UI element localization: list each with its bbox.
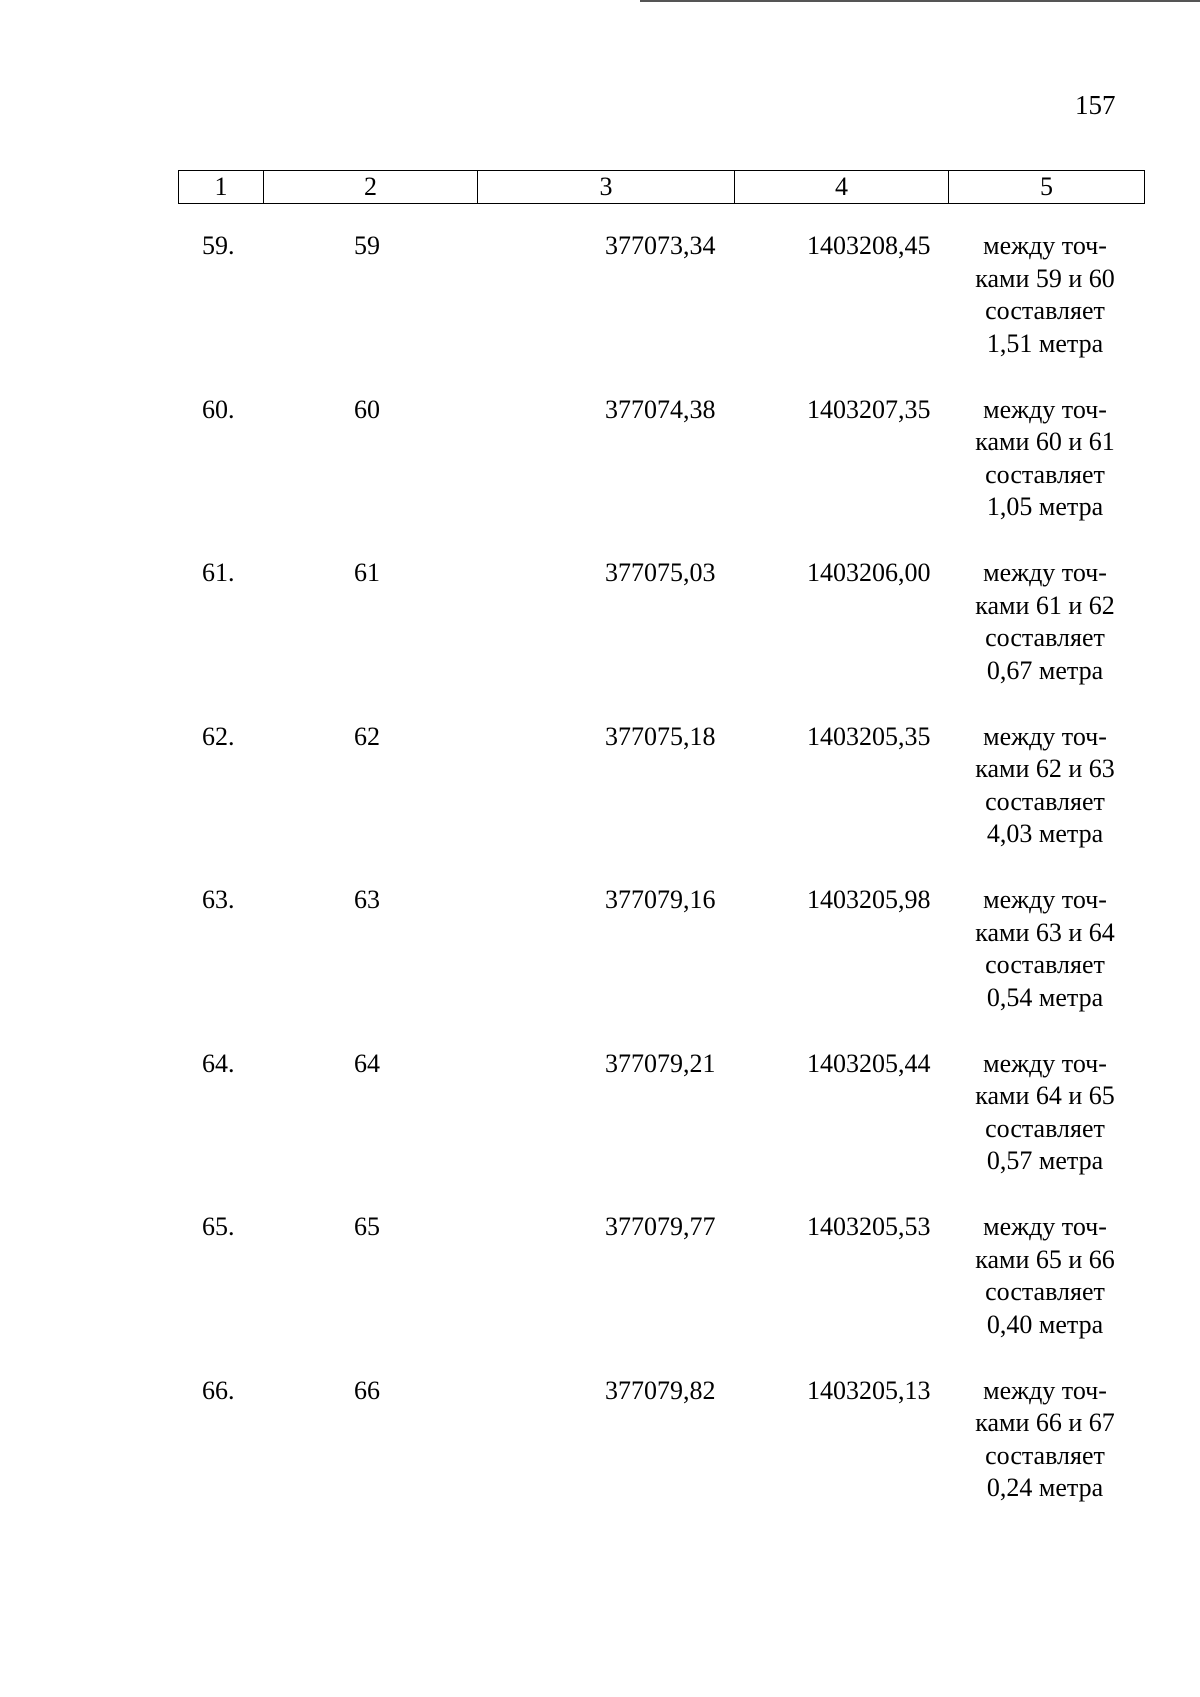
note-line: между точ-: [983, 721, 1107, 751]
note-line: 4,03 метра: [986, 819, 1104, 848]
note-line: ками 61 и 62: [975, 590, 1115, 620]
header-cell-2: 2: [264, 171, 478, 203]
y-coordinate: 1403205,35: [807, 721, 931, 751]
y-coordinate: 1403206,00: [807, 558, 931, 587]
note-line: составляет: [985, 623, 1105, 652]
note-line: ками 64 и 65: [975, 1081, 1115, 1110]
x-coordinate: 377075,03: [605, 558, 716, 587]
note-line: 0,40 метра: [986, 1309, 1104, 1339]
row-index: 65.: [202, 1212, 235, 1241]
header-cell-5: 5: [1040, 172, 1053, 201]
point-number: 65: [354, 1212, 380, 1241]
y-coordinate: 1403207,35: [807, 394, 931, 424]
point-number: 60: [354, 394, 380, 424]
y-coordinate: 1403205,53: [807, 1212, 931, 1241]
note-line: составляет: [985, 459, 1105, 489]
note-line: между точ-: [983, 394, 1107, 424]
x-coordinate: 377079,77: [605, 1212, 716, 1241]
header-cell-1: 1: [179, 171, 264, 203]
note-line: 0,54 метра: [986, 982, 1104, 1012]
distance-note: [960, 1375, 1130, 1505]
note-line: ками 60 и 61: [975, 427, 1115, 456]
note-line: ками 59 и 60: [975, 263, 1115, 293]
x-coordinate: 377074,38: [605, 394, 716, 424]
note-line: составляет: [985, 296, 1105, 325]
note-line: ками 65 и 66: [975, 1244, 1115, 1274]
point-number: 59: [354, 231, 380, 260]
distance-note: [960, 884, 1130, 1014]
y-coordinate: 1403205,13: [807, 1375, 931, 1405]
row-index: 63.: [202, 885, 235, 914]
note-line: ками 63 и 64: [975, 917, 1115, 947]
row-index: 64.: [202, 1048, 235, 1078]
row-index: 60.: [202, 394, 235, 424]
note-line: 1,05 метра: [986, 492, 1104, 521]
y-coordinate: 1403205,98: [807, 885, 931, 914]
table-row: [0, 1048, 1200, 1212]
point-number: 62: [354, 721, 380, 751]
distance-note: [960, 1048, 1130, 1178]
table-row: [0, 557, 1200, 721]
x-coordinate: 377079,16: [605, 885, 716, 914]
note-line: между точ-: [983, 558, 1107, 587]
point-number: 61: [354, 558, 380, 587]
note-line: 0,57 метра: [986, 1146, 1104, 1175]
note-line: составляет: [985, 1440, 1105, 1470]
header-cell-4: 4: [735, 171, 949, 203]
row-index: 62.: [202, 721, 235, 751]
point-number: 66: [354, 1375, 380, 1405]
top-rule: [640, 0, 1200, 2]
note-line: ками 66 и 67: [975, 1408, 1115, 1437]
table-body: [0, 230, 1200, 1538]
distance-note: [960, 230, 1130, 360]
point-number: 63: [354, 885, 380, 914]
note-line: между точ-: [983, 1048, 1107, 1078]
distance-note: [960, 721, 1130, 851]
table-row: [0, 1375, 1200, 1539]
table-row: [0, 230, 1200, 394]
note-line: 1,51 метра: [986, 328, 1104, 358]
table-header: [178, 170, 1145, 204]
note-line: между точ-: [983, 231, 1107, 260]
point-number: 64: [354, 1048, 380, 1078]
y-coordinate: 1403205,44: [807, 1048, 931, 1078]
note-line: между точ-: [983, 1375, 1107, 1405]
table-row: [0, 1211, 1200, 1375]
x-coordinate: 377073,34: [605, 231, 716, 260]
note-line: между точ-: [983, 1212, 1107, 1241]
note-line: составляет: [985, 1277, 1105, 1306]
x-coordinate: 377075,18: [605, 721, 716, 751]
x-coordinate: 377079,82: [605, 1375, 716, 1405]
distance-note: [960, 394, 1130, 524]
note-line: между точ-: [983, 885, 1107, 914]
x-coordinate: 377079,21: [605, 1048, 716, 1078]
note-line: составляет: [985, 1113, 1105, 1143]
header-cell-3: 3: [478, 171, 735, 203]
note-line: 0,24 метра: [986, 1473, 1104, 1502]
page-number: 157: [1075, 90, 1116, 120]
row-index: 61.: [202, 558, 235, 587]
y-coordinate: 1403208,45: [807, 231, 931, 260]
distance-note: [960, 1211, 1130, 1341]
note-line: составляет: [985, 786, 1105, 816]
row-index: 66.: [202, 1375, 235, 1405]
note-line: составляет: [985, 950, 1105, 979]
note-line: ками 62 и 63: [975, 754, 1115, 783]
distance-note: [960, 557, 1130, 687]
note-line: 0,67 метра: [986, 655, 1104, 685]
table-row: [0, 721, 1200, 885]
row-index: 59.: [202, 231, 235, 260]
table-row: [0, 884, 1200, 1048]
table-row: [0, 394, 1200, 558]
